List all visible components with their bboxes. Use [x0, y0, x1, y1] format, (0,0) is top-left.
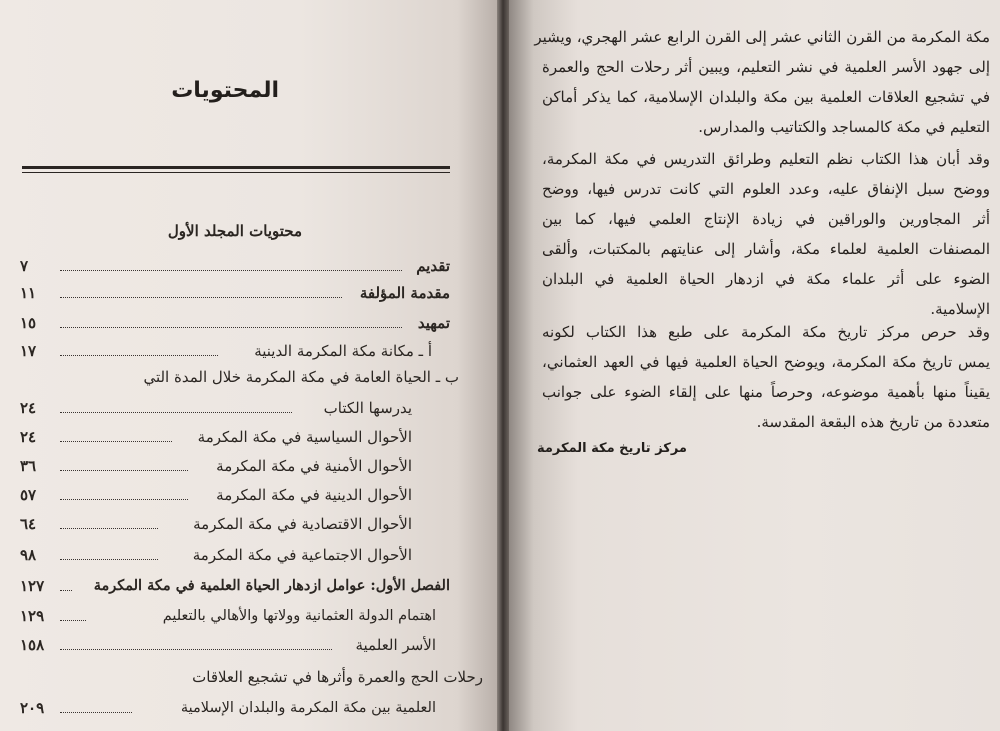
- text-line: مكة المكرمة من القرن الثاني عشر إلى القرن الرابع عشر الهجري، ويشير: [534, 28, 990, 46]
- toc-entry-label: الأحوال الأمنية في مكة المكرمة: [216, 457, 412, 475]
- toc-dots: [60, 297, 342, 298]
- toc-dots: [60, 499, 188, 500]
- toc-entry-page: ٧: [20, 257, 29, 275]
- toc-entry-page: ١٢٩: [20, 607, 45, 625]
- toc-dots: [60, 412, 292, 413]
- book-gutter: [497, 0, 509, 731]
- toc-entry: [20, 513, 450, 535]
- toc-dots: [60, 559, 158, 560]
- toc-entry: [20, 426, 450, 448]
- toc-entry: [20, 340, 450, 362]
- text-line: الضوء على أثر علماء مكة في ازدهار الحياة العلمية في البلدان: [542, 270, 990, 288]
- toc-entry-label: الأحوال الاقتصادية في مكة المكرمة: [193, 515, 412, 533]
- toc-entry-label: اهتمام الدولة العثمانية وولاتها والأهالي بالتعليم: [162, 608, 436, 624]
- toc-dots: [60, 590, 72, 591]
- toc-entry-label: الأسر العلمية: [355, 636, 436, 654]
- toc-entry-label: تمهيد: [417, 314, 450, 332]
- toc-entry-page: ٦٤: [20, 515, 37, 533]
- toc-entry-label-line1: رحلات الحج والعمرة وأثرها في تشجيع العلاقات: [192, 668, 483, 686]
- toc-entry: [20, 697, 450, 719]
- toc-dots: [60, 441, 172, 442]
- text-line: متعددة من تاريخ هذه البقعة المقدسة.: [756, 413, 990, 431]
- toc-entry-page: ٢٤: [20, 428, 37, 446]
- toc-entry-page: ٢٠٩: [20, 699, 45, 717]
- toc-dots: [60, 712, 132, 713]
- toc-dots: [60, 470, 188, 471]
- toc-entry: [20, 255, 450, 277]
- toc-entry-page: ١٧: [20, 342, 37, 360]
- toc-entry: [20, 282, 450, 304]
- text-line: وقد أبان هذا الكتاب نظم التعليم وطرائق التدريس في مكة المكرمة،: [542, 150, 990, 168]
- toc-dots: [60, 620, 86, 621]
- signature: مركز تاريخ مكة المكرمة: [537, 441, 687, 456]
- toc-entry-label: تقديم: [416, 257, 450, 275]
- toc-dots: [60, 270, 402, 271]
- toc-entry-label: أ ـ مكانة مكة المكرمة الدينية: [254, 342, 432, 360]
- toc-entry: [20, 455, 450, 477]
- toc-entry-page: ٥٧: [20, 486, 37, 504]
- toc-dots: [60, 528, 158, 529]
- title-divider-thin: [22, 172, 450, 173]
- toc-entry-label: مقدمة المؤلفة: [359, 284, 450, 302]
- text-line: وقد حرص مركز تاريخ مكة المكرمة على طبع هذا الكتاب لكونه: [542, 323, 990, 341]
- toc-entry: [20, 544, 450, 566]
- toc-entry-label: الأحوال الاجتماعية في مكة المكرمة: [192, 546, 412, 564]
- toc-entry-label: يدرسها الكتاب: [323, 399, 412, 417]
- toc-entry: [20, 312, 450, 334]
- page-title: المحتويات: [171, 78, 279, 103]
- right-page: [509, 0, 1000, 731]
- toc-entry: [20, 575, 450, 597]
- text-line: يمس تاريخ مكة المكرمة، ويوضح الحياة العلمية فيها في العهد العثماني،: [542, 353, 990, 371]
- toc-entry-page: ١٥٨: [20, 636, 45, 654]
- toc-entry-page: ١٥: [20, 314, 37, 332]
- text-line: ووضح سبل الإنفاق عليه، وعدد العلوم التي كانت تدرس فيها، ووضح: [542, 180, 990, 198]
- toc-entry-label: الفصل الأول: عوامل ازدهار الحياة العلمية في مكة المكرمة: [93, 577, 450, 594]
- title-divider: [22, 166, 450, 169]
- paragraph-1: [534, 22, 990, 142]
- toc-dots: [60, 327, 402, 328]
- toc-entry-page: ٣٦: [20, 457, 37, 475]
- toc-entry-label-line1: ب ـ الحياة العامة في مكة المكرمة خلال المدة التي: [143, 368, 459, 386]
- text-line: إلى جهود الأسر العلمية في نشر التعليم، ويبين أثر رحلات الحج والعمرة: [542, 58, 990, 76]
- toc-dots: [60, 355, 218, 356]
- paragraph-2: [542, 144, 990, 324]
- toc-entry-page: ٢٤: [20, 399, 37, 417]
- text-line: أثر المجاورين والوراقين في زيادة الإنتاج العلمي فيها، كما بين: [542, 210, 990, 228]
- text-line: المصنفات العلمية لعلماء مكة، وأشار إلى عنايتهم بالمكتبات، وألقى: [542, 240, 990, 258]
- toc-entry: [20, 634, 450, 656]
- toc-entry-label: العلمية بين مكة المكرمة والبلدان الإسلامية: [180, 700, 436, 716]
- toc-entry-page: ١١: [20, 284, 37, 302]
- text-line: التعليم في مكة كالمساجد والكتاتيب والمدارس.: [698, 118, 990, 136]
- volume-heading: محتويات المجلد الأول: [167, 222, 302, 240]
- toc-entry-page: ٩٨: [20, 546, 37, 564]
- toc-dots: [60, 649, 332, 650]
- toc-entry-label: الأحوال السياسية في مكة المكرمة: [197, 428, 412, 446]
- toc-entry: [20, 605, 450, 627]
- left-page: [0, 0, 497, 731]
- toc-entry: [20, 484, 450, 506]
- toc-entry: [20, 397, 450, 419]
- text-line: يقيناً منها بأهمية موضوعه، وحرصاً منها على إلقاء الضوء على جوانب: [542, 383, 990, 401]
- toc-entry-page: ١٢٧: [20, 577, 45, 595]
- text-line: في تشجيع العلاقات العلمية بين مكة والبلدان الإسلامية، كما يذكر أماكن: [542, 88, 990, 106]
- toc-entry-label: الأحوال الدينية في مكة المكرمة: [216, 486, 412, 504]
- text-line: الإسلامية.: [930, 300, 990, 318]
- paragraph-3: [542, 317, 990, 437]
